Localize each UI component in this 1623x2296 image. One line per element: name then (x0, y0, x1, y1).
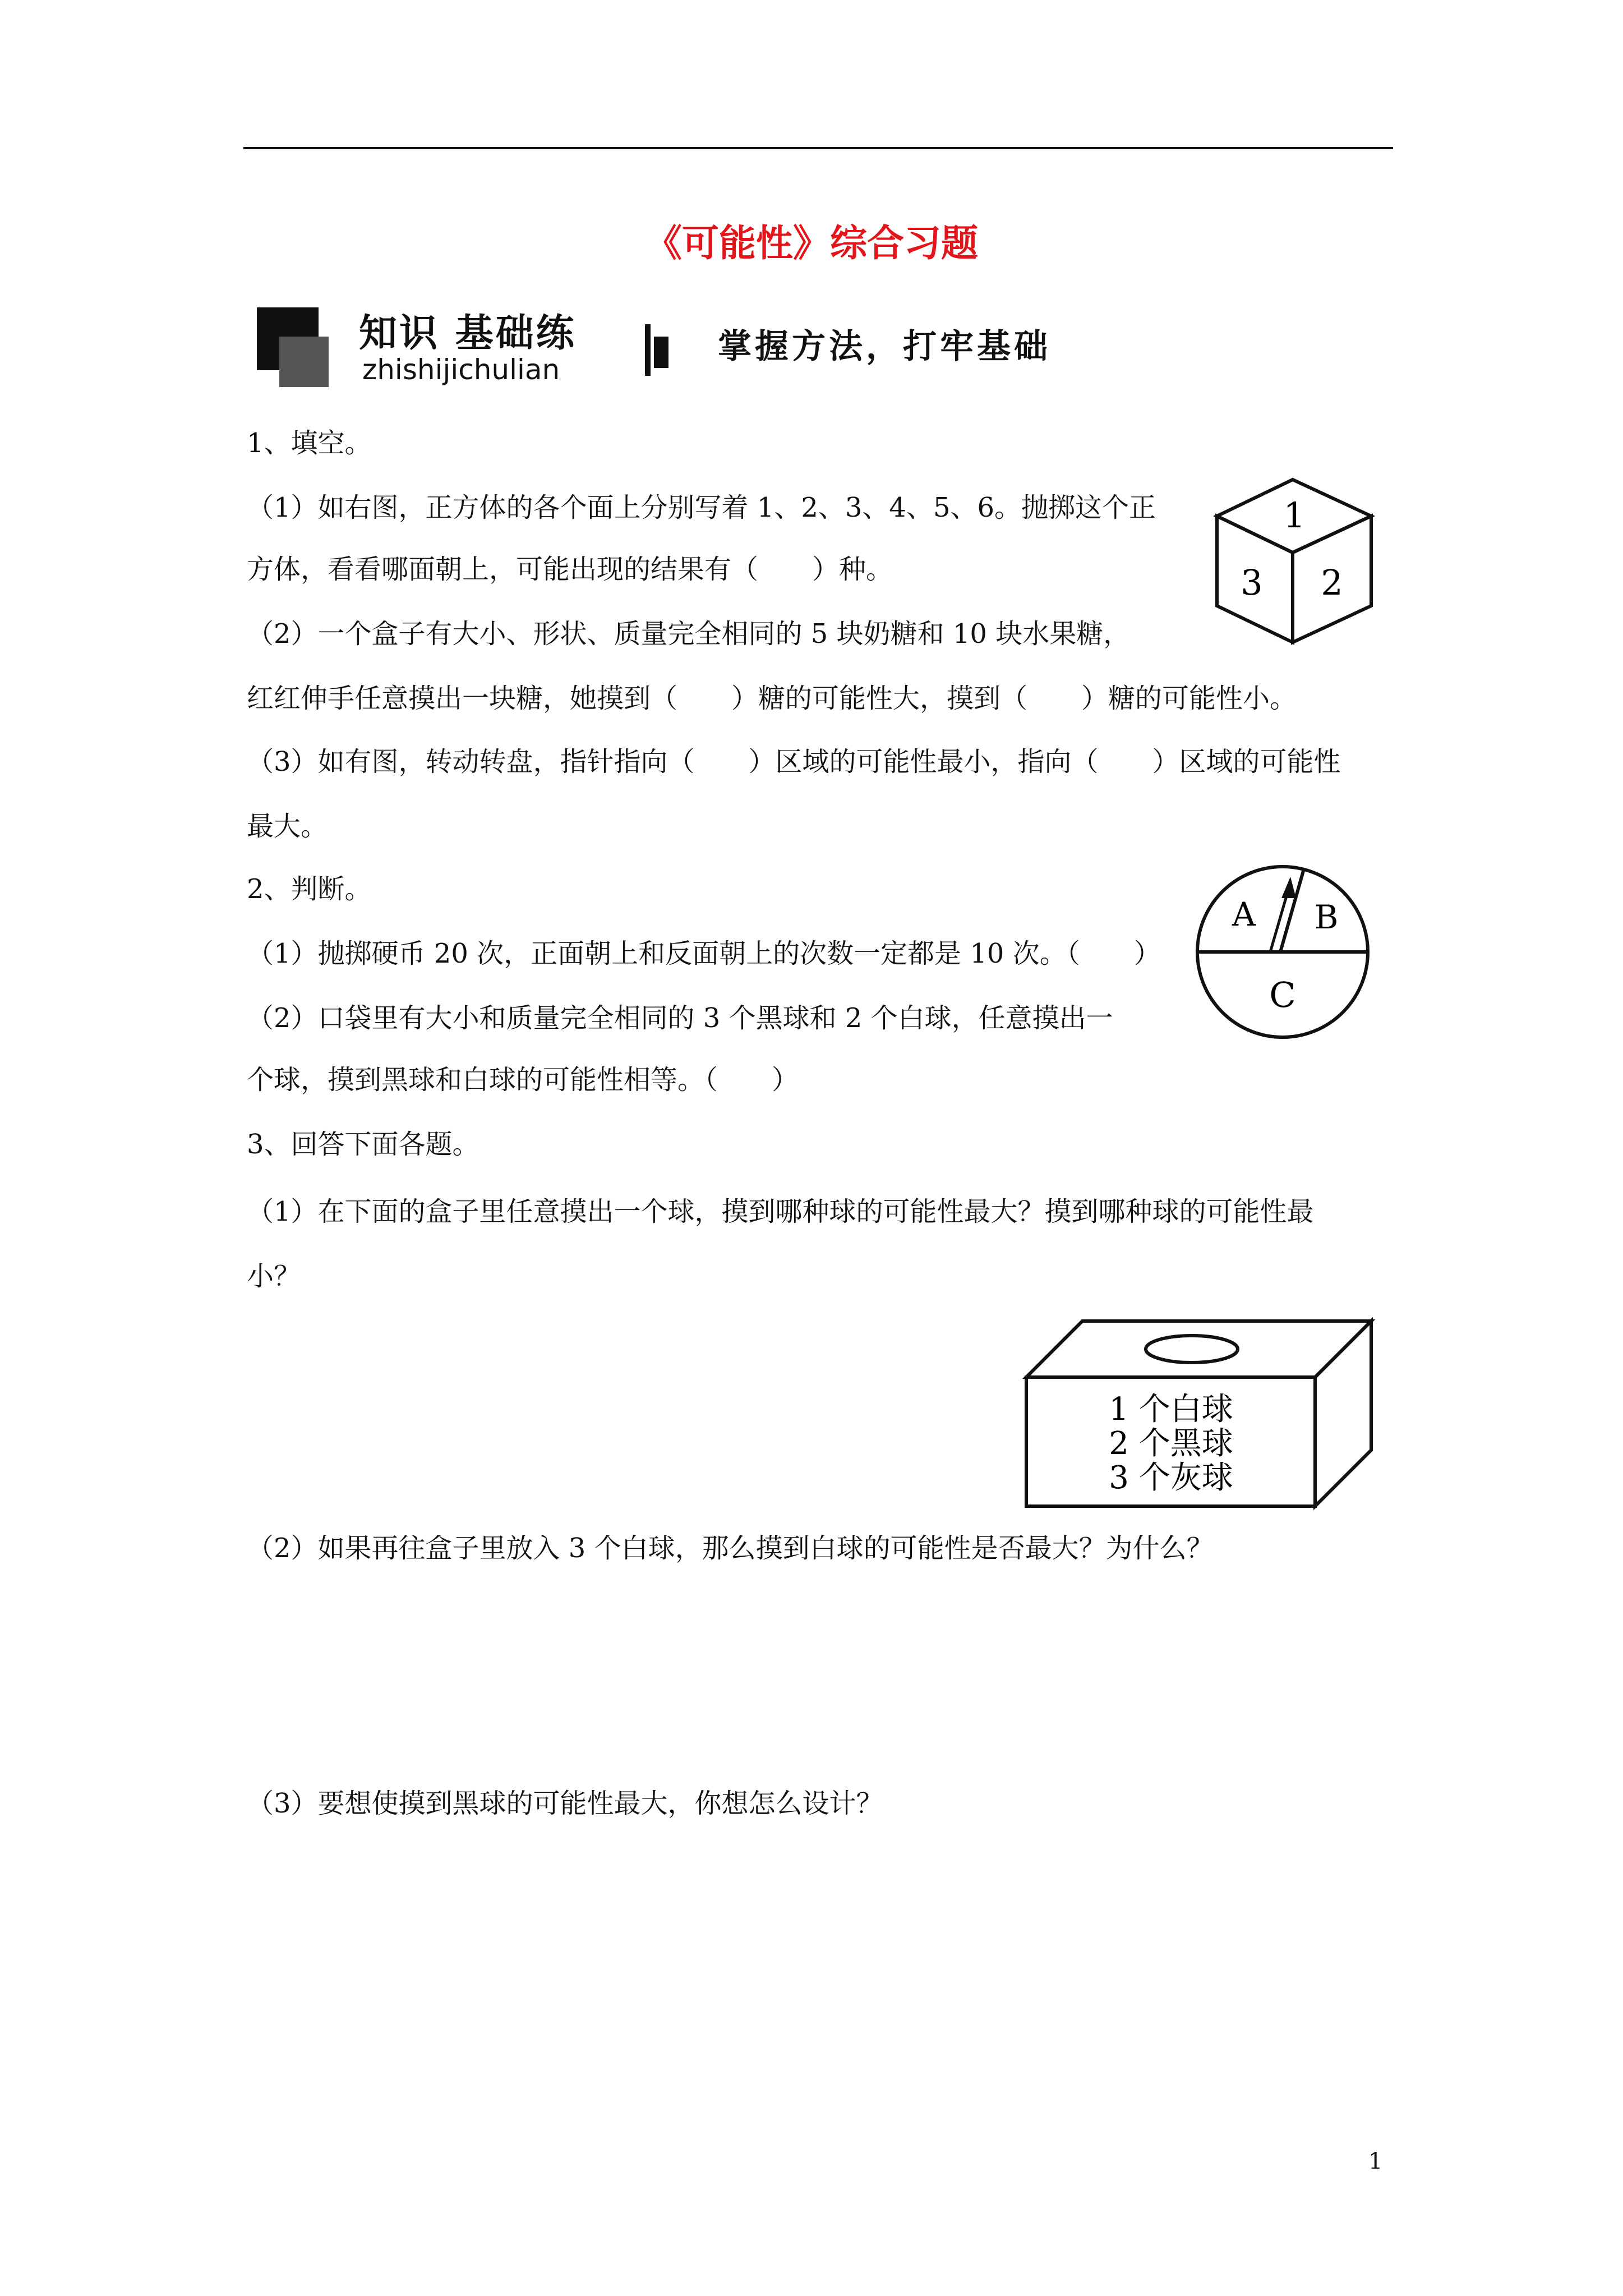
page-number: 1 (1368, 2148, 1383, 2174)
box-line-gray: 3 个灰球 (1109, 1460, 1233, 1496)
header-rule (243, 147, 1393, 149)
banner-marker (654, 337, 668, 368)
ball-box-figure (1021, 1315, 1380, 1512)
cube-face-left: 3 (1241, 562, 1263, 603)
q1-p3-line1: （3）如有图，转动转盘，指针指向（ ）区域的可能性最小，指向（ ）区域的可能性 (247, 746, 1341, 777)
q3-p3: （3）要想使摸到黑球的可能性最大，你想怎么设计？ (247, 1788, 883, 1819)
banner-heading: 知识 基础练 (359, 311, 577, 356)
q1-p3-line2: 最大。 (247, 811, 328, 842)
banner-slogan: 掌握方法，打牢基础 (718, 327, 1051, 366)
q1-p2-line1: （2）一个盒子有大小、形状、质量完全相同的 5 块奶糖和 10 块水果糖， (247, 618, 1131, 650)
q3-heading: 3、回答下面各题。 (247, 1129, 479, 1160)
box-line-black: 2 个黑球 (1109, 1425, 1233, 1462)
q3-p1-line2: 小？ (247, 1260, 301, 1292)
q3-p1-line1: （1）在下面的盒子里任意摸出一个球，摸到哪种球的可能性最大？摸到哪种球的可能性最 (247, 1196, 1314, 1227)
banner-block-gray (279, 337, 329, 387)
q2-heading: 2、判断。 (247, 873, 372, 905)
page-title: 《可能性》综合习题 (645, 221, 978, 265)
spinner-region-b: B (1314, 898, 1339, 936)
q1-p2-line2: 红红伸手任意摸出一块糖，她摸到（ ）糖的可能性大，摸到（ ）糖的可能性小。 (247, 683, 1297, 714)
cube-face-right: 2 (1321, 562, 1343, 603)
q1-p1-line1: （1）如右图，正方体的各个面上分别写着 1、2、3、4、5、6。抛掷这个正 (247, 492, 1156, 523)
box-line-white: 1 个白球 (1109, 1391, 1233, 1428)
banner-pinyin: zhishijichulian (362, 353, 560, 386)
banner-divider (645, 324, 651, 376)
cube-face-top: 1 (1283, 495, 1306, 536)
spinner-pointer (1270, 890, 1288, 952)
q2-p2-line1: （2）口袋里有大小和质量完全相同的 3 个黑球和 2 个白球，任意摸出一 (247, 1002, 1113, 1034)
box-opening (1146, 1336, 1238, 1363)
q1-heading: 1、填空。 (247, 427, 372, 459)
q2-p2-line2: 个球，摸到黑球和白球的可能性相等。（ ） (247, 1064, 799, 1096)
spinner-region-a: A (1232, 895, 1256, 933)
q1-p1-line2: 方体，看看哪面朝上，可能出现的结果有（ ）种。 (247, 554, 893, 585)
q2-p1: （1）抛掷硬币 20 次，正面朝上和反面朝上的次数一定都是 10 次。（ ） (247, 938, 1161, 969)
spinner-region-c: C (1269, 974, 1296, 1015)
cube-figure (1211, 477, 1380, 651)
q3-p2: （2）如果再往盒子里放入 3 个白球，那么摸到白球的可能性是否最大？为什么？ (247, 1533, 1214, 1564)
spinner-figure (1192, 861, 1374, 1043)
